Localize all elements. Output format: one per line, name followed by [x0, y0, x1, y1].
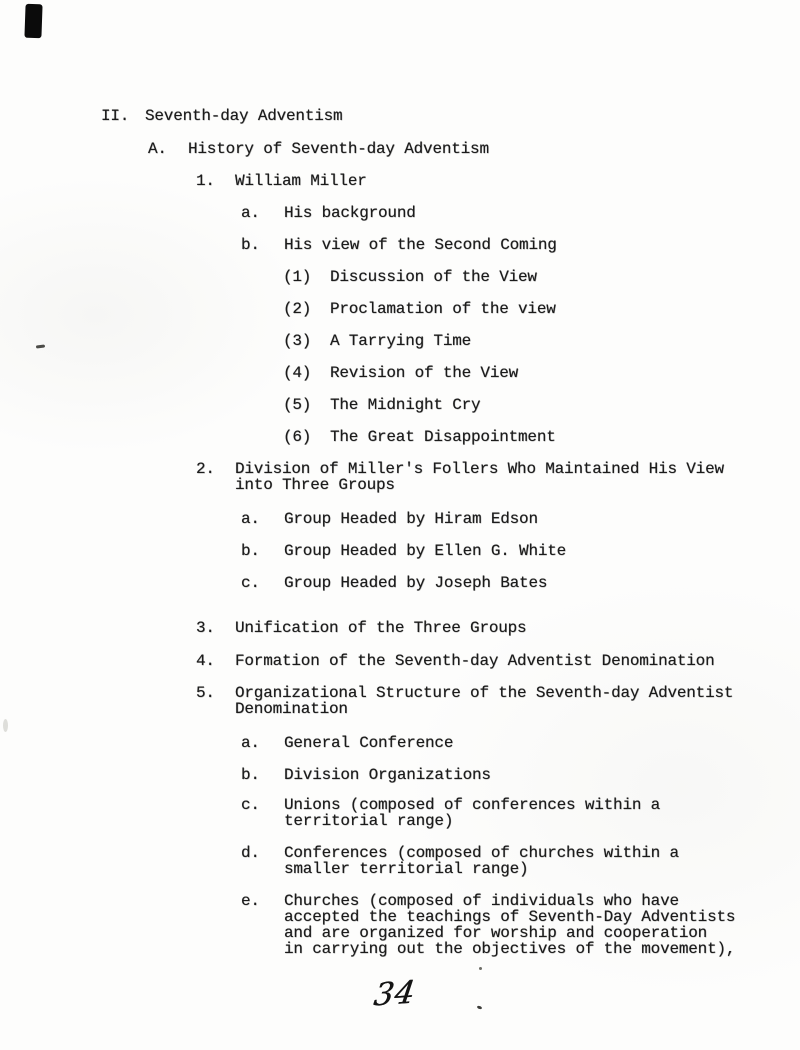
- outline-text: [235, 173, 367, 189]
- outline-label: 5.: [196, 684, 215, 702]
- text-line: into Three Groups: [235, 476, 395, 494]
- outline-label: e.: [241, 892, 260, 910]
- outline-label: (2): [283, 300, 312, 318]
- text-line: Discussion of the View: [330, 268, 537, 286]
- text-line: accepted the teachings of Seventh-Day Adventists: [284, 908, 736, 926]
- outline-text: [145, 108, 342, 124]
- outline-text: [284, 543, 566, 559]
- text-line: in carrying out the objectives of the movement),: [284, 940, 736, 958]
- outline-label: 4.: [196, 652, 215, 670]
- outline-label: 2.: [196, 460, 215, 478]
- text-line: William Miller: [235, 172, 367, 190]
- outline-label: a.: [241, 510, 260, 528]
- outline-text: [330, 365, 518, 381]
- outline-label: II.: [101, 107, 130, 125]
- text-line: Group Headed by Ellen G. White: [284, 542, 567, 560]
- text-line: Unions (composed of conferences within a: [284, 796, 661, 814]
- text-line: Revision of the View: [330, 364, 519, 382]
- outline-text: [284, 237, 557, 253]
- text-line: Conferences (composed of churches within a: [284, 844, 679, 862]
- outline-label: b.: [241, 236, 260, 254]
- page-number: 34: [371, 974, 418, 1014]
- outline-label: b.: [241, 542, 260, 560]
- outline-text: [330, 301, 556, 317]
- text-line: Seventh-day Adventism: [145, 107, 343, 125]
- text-line: A Tarrying Time: [330, 332, 472, 350]
- outline-text: [284, 767, 491, 783]
- outline-text: [284, 845, 679, 877]
- scan-artifact-dash: [36, 344, 45, 348]
- outline-label: (6): [283, 428, 312, 446]
- outline-label: a.: [241, 204, 260, 222]
- text-line: Group Headed by Joseph Bates: [284, 574, 548, 592]
- scan-artifact-smudge: [3, 719, 8, 732]
- text-line: The Midnight Cry: [330, 396, 481, 414]
- text-line: Churches (composed of individuals who have: [284, 892, 679, 910]
- outline-text: [330, 429, 556, 445]
- text-line: territorial range): [284, 812, 454, 830]
- outline-text: [284, 511, 538, 527]
- outline-text: [284, 797, 660, 829]
- text-line: and are organized for worship and cooperation: [284, 924, 708, 942]
- text-line: Formation of the Seventh-day Adventist Denomination: [235, 652, 715, 670]
- outline-label: (3): [283, 332, 312, 350]
- text-line: smaller territorial range): [284, 860, 529, 878]
- scan-artifact-dot: [479, 967, 482, 970]
- outline-label: (4): [283, 364, 312, 382]
- scan-artifact-blob: [24, 4, 42, 39]
- outline-label: a.: [241, 734, 260, 752]
- outline-label: 3.: [196, 619, 215, 637]
- text-line: Unification of the Three Groups: [235, 619, 527, 637]
- text-line: His view of the Second Coming: [284, 236, 557, 254]
- text-line: Denomination: [235, 700, 348, 718]
- text-line: His background: [284, 204, 416, 222]
- outline-label: A.: [148, 140, 167, 158]
- outline-text: [235, 461, 724, 493]
- outline-label: d.: [241, 844, 260, 862]
- text-line: Group Headed by Hiram Edson: [284, 510, 538, 528]
- outline-label: (5): [283, 396, 312, 414]
- outline-text: [330, 269, 537, 285]
- outline-label: 1.: [196, 172, 215, 190]
- text-line: History of Seventh-day Adventism: [188, 140, 489, 158]
- outline-text: [188, 141, 489, 157]
- outline-text: [235, 620, 526, 636]
- outline-text: [284, 205, 416, 221]
- outline-text: [235, 685, 733, 717]
- outline-text: [235, 653, 714, 669]
- outline-text: [284, 735, 453, 751]
- text-line: Division of Miller's Follers Who Maintained His View: [235, 460, 724, 478]
- outline-label: c.: [241, 574, 260, 592]
- text-line: Organizational Structure of the Seventh-day Adventist: [235, 684, 734, 702]
- text-line: General Conference: [284, 734, 454, 752]
- outline-label: (1): [283, 268, 312, 286]
- outline-text: [330, 333, 471, 349]
- outline-text: [284, 893, 735, 957]
- text-line: Division Organizations: [284, 766, 491, 784]
- scan-artifact-dot: [477, 1005, 483, 1010]
- text-line: The Great Disappointment: [330, 428, 556, 446]
- text-line: Proclamation of the view: [330, 300, 556, 318]
- outline-text: [330, 397, 480, 413]
- outline-label: b.: [241, 766, 260, 784]
- outline-text: [284, 575, 547, 591]
- outline-label: c.: [241, 796, 260, 814]
